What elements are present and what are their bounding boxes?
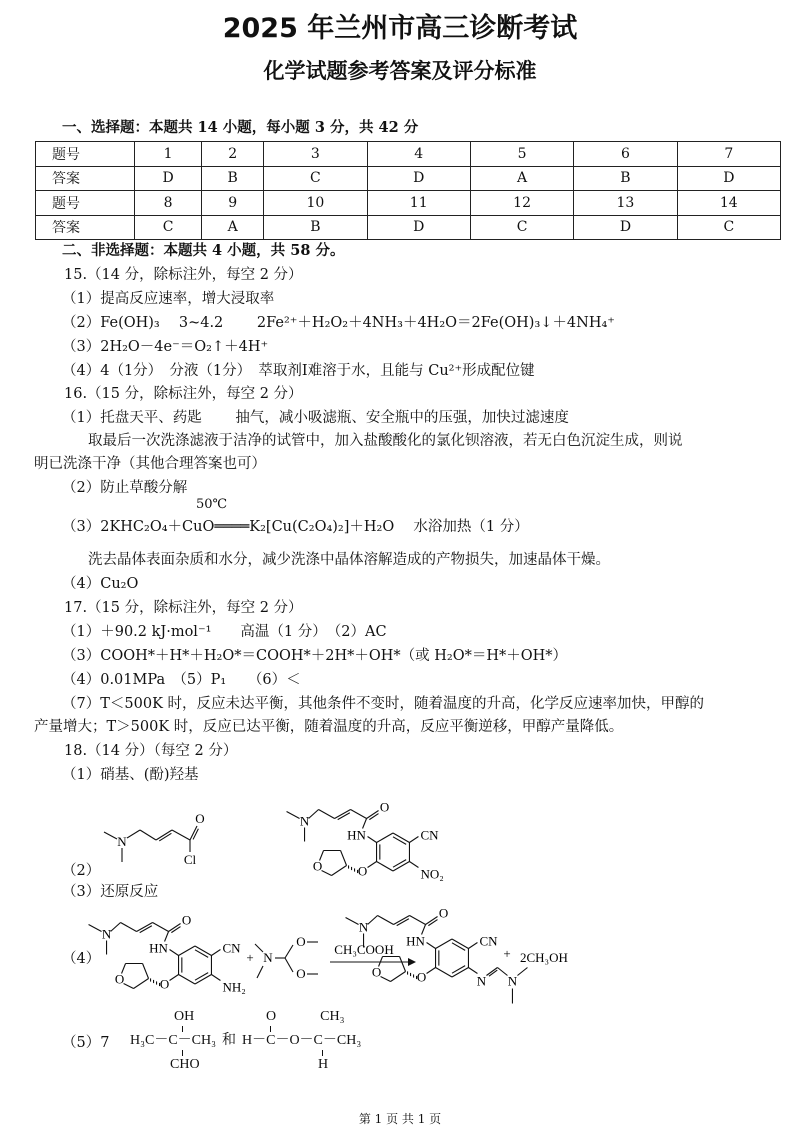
bond (179, 946, 195, 956)
atom-label: O (195, 811, 205, 826)
cell: C (677, 215, 780, 240)
bond (368, 916, 378, 925)
cell: 7 (677, 142, 780, 167)
atom-label: O (371, 964, 382, 980)
q15-answer-1: （1）提高反应速率，增大浸取率 (62, 291, 275, 307)
q17-answer-1: （1）＋90.2 kJ·mol⁻¹ 高温（1 分） （2）AC (62, 624, 387, 640)
row-label: 题号 (36, 142, 135, 167)
atom-label: N (476, 973, 487, 989)
atom-label: N (507, 973, 518, 989)
bond (285, 958, 293, 972)
atom-label: CN (420, 827, 439, 843)
atom-label: CH₃COOH (334, 942, 394, 957)
bond (368, 862, 377, 868)
q18-structure-1 (130, 1008, 216, 1074)
q17-answer-4: （4）0.01MPa （5）P₁ （6）＜ (62, 672, 301, 688)
bond (400, 957, 406, 972)
atom-label: O (379, 799, 390, 815)
section2-heading: 二、非选择题：本题共 4 小题，共 58 分。 (62, 242, 345, 259)
atom-label: + (503, 946, 511, 961)
bond (377, 862, 393, 872)
struct-label: O (266, 1009, 277, 1024)
q18-answer-3: （3）还原反应 (62, 884, 159, 900)
bond (377, 833, 393, 843)
cell: D (367, 215, 470, 240)
struct-label: H₃C－C－CH₃ (130, 1033, 216, 1048)
bond (410, 916, 426, 925)
q18-structure-2 (242, 1008, 361, 1074)
bond (179, 975, 195, 985)
row-label: 答案 (36, 166, 135, 191)
bond (134, 979, 149, 989)
bond (111, 923, 121, 932)
atom-label: HN (347, 827, 366, 843)
bond (381, 977, 391, 982)
bond (332, 866, 347, 876)
bond (391, 972, 406, 982)
q16-condition: 50℃ (196, 497, 228, 512)
cell: B (264, 215, 367, 240)
bond (143, 964, 149, 979)
bond (257, 966, 263, 978)
cell: B (574, 166, 677, 191)
bond (309, 810, 319, 819)
q17-answer-7-cont: 产量增大；T＞500K 时，反应已达平衡，随着温度的升高，反应平衡逆移，甲醇产量降低。 (34, 719, 624, 735)
bond (285, 945, 293, 958)
bond (378, 916, 394, 925)
bond (427, 968, 436, 974)
atom-label: HN (149, 940, 168, 956)
q15-answer-4: （4）4（1分） 分液（1分） 萃取剂Ⅰ难溶于水，且能与 Cu²⁺形成配位键 (62, 363, 535, 379)
q18-answer-1: （1）硝基、(酚)羟基 (62, 767, 199, 783)
bond (195, 950, 208, 958)
bond (369, 814, 378, 820)
struct-label: OH (174, 1009, 195, 1024)
q18-answer-2-label: （2） (62, 863, 101, 879)
cell: B (202, 166, 264, 191)
atom-label: O (296, 934, 306, 949)
atom-label: O (296, 966, 306, 981)
bond (322, 871, 332, 876)
atom-label: N (263, 950, 273, 965)
atom-label: HN (406, 933, 425, 949)
bond (436, 939, 452, 949)
cell: 13 (574, 191, 677, 216)
bond (171, 927, 180, 933)
q16-answer-1-cont: 取最后一次洗涤滤液于洁净的试管中，加入盐酸酸化的氯化钡溶液，若无白色沉淀生成，则说 (88, 433, 683, 449)
bond (127, 830, 140, 838)
bond (368, 837, 377, 843)
page-footer: 第 1 页 共 1 页 (358, 1112, 442, 1126)
q16-heading: 16.（15 分，除标注外，每空 2 分） (64, 386, 303, 402)
cell: 1 (135, 142, 202, 167)
cell: C (264, 166, 367, 191)
cell: D (135, 166, 202, 191)
atom-label: CN (222, 940, 241, 956)
bond (409, 862, 418, 868)
bond (428, 920, 437, 926)
struct-label: H (318, 1057, 329, 1072)
bond (341, 851, 347, 866)
cell: 10 (264, 191, 367, 216)
q18-answer-5-structures (130, 1008, 361, 1074)
q17-answer-7: （7）T＜500K 时，反应未达平衡，其他条件不变时，随着温度的升高，化学反应速率加快，甲醇的 (62, 696, 705, 712)
q18-answer-5-label: （5）7 (62, 1035, 110, 1051)
cell: C (135, 215, 202, 240)
bond (393, 837, 406, 845)
bond (211, 950, 220, 956)
cell: 11 (367, 191, 470, 216)
atom-label: CN (479, 933, 498, 949)
cell: D (574, 215, 677, 240)
atom-label: NO₂ (420, 866, 444, 882)
cell: D (367, 166, 470, 191)
bond (104, 832, 117, 839)
bond (452, 943, 465, 951)
q16-answer-3: （3）2KHC₂O₄＋CuO════K₂[Cu(C₂O₄)₂]＋H₂O 水浴加热（1 分） (62, 519, 529, 535)
atom-label: O (114, 971, 125, 987)
cell: 2 (202, 142, 264, 167)
cell: 4 (367, 142, 470, 167)
atom-label: O (357, 863, 368, 879)
q16-answer-1: （1）托盘天平、药匙 抽气，减小吸滤瓶、安全瓶中的压强，加快过滤速度 (62, 410, 569, 426)
atom-label: O (159, 976, 170, 992)
q18-and: 和 (222, 1033, 236, 1048)
page-title: 2025 年兰州市高三诊断考试 (222, 13, 578, 44)
row-label: 题号 (36, 191, 135, 216)
q16-answer-4: （4）Cu₂O (62, 576, 139, 592)
cell: D (677, 166, 780, 191)
atom-label: + (246, 950, 254, 965)
cell: 3 (264, 142, 367, 167)
cell: 8 (135, 191, 202, 216)
bond (319, 810, 335, 819)
bond (193, 829, 198, 840)
atom-label: NH₂ (222, 979, 246, 995)
struct-label: CHO (170, 1057, 200, 1072)
bond (121, 923, 137, 932)
bond (140, 830, 156, 840)
bond (195, 973, 208, 981)
cell: 14 (677, 191, 780, 216)
bond (172, 830, 190, 840)
row-label: 答案 (36, 215, 135, 240)
bond (351, 810, 367, 819)
atom-label: N (101, 926, 112, 942)
cell: 12 (470, 191, 573, 216)
atom-label: N (358, 919, 369, 935)
cell: A (470, 166, 573, 191)
q16-answer-2: （2）防止草酸分解 (62, 480, 188, 496)
cell: C (470, 215, 573, 240)
bond (436, 968, 452, 978)
atom-label: O (312, 858, 323, 874)
q17-answer-3: （3）COOH*＋H*＋H₂O*＝COOH*＋2H*＋OH*（或 H₂O*＝H*＋OH*） (62, 648, 568, 664)
struct-label: CH₃ (320, 1009, 345, 1024)
q15-answer-3: （3）2H₂O－4e⁻＝O₂↑＋4H⁺ (62, 339, 269, 355)
atom-label: 2CH₃OH (520, 950, 568, 965)
atom-label: N (299, 813, 310, 829)
cell: 5 (470, 142, 573, 167)
bond (468, 943, 477, 949)
arrow-head-icon (408, 958, 416, 966)
bond (393, 860, 406, 868)
section1-heading: 一、选择题：本题共 14 小题，每小题 3 分，共 42 分 (62, 119, 419, 136)
bond (170, 950, 179, 956)
bond (255, 944, 263, 952)
bond (153, 923, 169, 932)
page-subtitle: 化学试题参考答案及评分标准 (263, 58, 537, 83)
atom-label: O (438, 905, 449, 921)
q17-heading: 17.（15 分，除标注外，每空 2 分） (64, 600, 303, 616)
atom-label: Cl (183, 852, 197, 867)
bond (170, 975, 179, 981)
bond (409, 837, 418, 843)
bond (346, 918, 359, 925)
cell: 6 (574, 142, 677, 167)
bond (497, 968, 507, 976)
q15-answer-2: （2）Fe(OH)₃ 3~4.2 2Fe²⁺＋H₂O₂＋4NH₃＋4H₂O＝2Fe(OH)₃↓＋4NH₄⁺ (62, 315, 615, 331)
cell: A (202, 215, 264, 240)
atom-label: N (117, 834, 127, 849)
bond (427, 943, 436, 949)
bond (452, 966, 465, 974)
bond (124, 984, 134, 989)
atom-label: O (416, 969, 427, 985)
q15-heading: 15.（14 分，除标注外，每空 2 分） (64, 267, 303, 283)
bond (517, 968, 527, 976)
bond (287, 812, 300, 819)
struct-label: H－C－O－C－CH₃ (242, 1033, 362, 1048)
bond (211, 975, 220, 981)
cell: 9 (202, 191, 264, 216)
atom-label: O (181, 912, 192, 928)
q16-answer-3-cont: 洗去晶体表面杂质和水分，减少洗涤中晶体溶解造成的产物损失，加速晶体干燥。 (88, 552, 610, 568)
q18-heading: 18.（14 分）（每空 2 分） (64, 743, 238, 759)
q16-answer-1-cont2: 明已洗涤干净（其他合理答案也可） (34, 456, 266, 472)
q18-answer-4-label: （4） (62, 951, 101, 967)
bond (89, 925, 102, 932)
